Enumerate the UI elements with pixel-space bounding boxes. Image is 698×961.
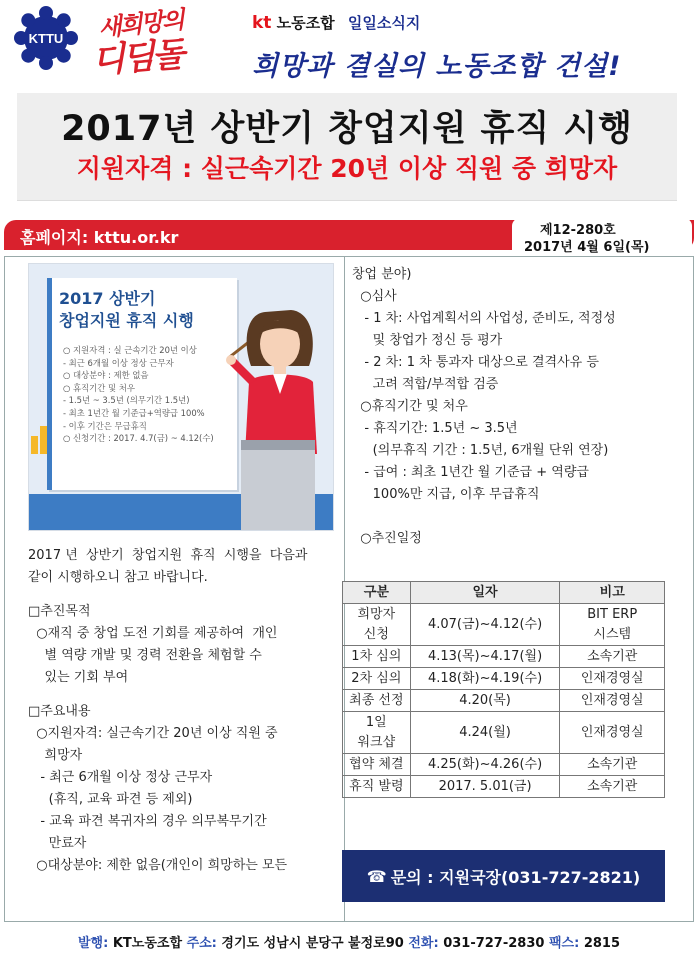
poster-line: ○ 휴직기간 및 처우: [63, 382, 135, 393]
right-line: (의무휴직 기간 : 1.5년, 6개월 단위 연장): [352, 443, 609, 458]
fax-label: 팩스:: [548, 936, 580, 951]
logo-text: KTTU: [28, 31, 64, 46]
right-line: - 1 차: 사업계획서의 사업성, 준비도, 적정성: [352, 311, 616, 326]
title-box: [17, 93, 677, 201]
schedule-body: [343, 604, 665, 798]
page-subtitle: 지원자격 : 실근속기간 20년 이상 직원 중 희망자: [76, 154, 618, 183]
purpose-heading: □추진목적: [28, 604, 91, 619]
address: 경기도 성남시 분당구 불정로90: [221, 936, 404, 951]
phone-icon: ☎: [366, 866, 387, 886]
right-line: - 2 차: 1 차 통과자 대상으로 결격사유 등: [352, 355, 599, 370]
right-line: [352, 506, 682, 528]
slogan: [90, 4, 242, 82]
table-row: [343, 690, 665, 712]
right-line: 창업 분야): [352, 267, 412, 282]
table-cell: 1일 워크샵: [343, 712, 411, 754]
schedule-table: [342, 581, 665, 798]
content-line: ○지원자격: 실근속기간 20년 이상 직원 중: [28, 726, 278, 741]
right-line: ○심사: [352, 289, 397, 304]
poster-title-2: 창업지원 휴직 시행: [59, 311, 194, 330]
announcement-poster: [28, 263, 334, 531]
brand: [252, 12, 420, 33]
poster-line: - 최초 1년간 월 기준급+역량급 100%: [63, 407, 205, 418]
content-line: 만료자: [28, 836, 87, 851]
contact-box: [342, 850, 665, 902]
poster-line: - 최근 6개월 이상 정상 근무자: [63, 357, 174, 368]
page-title: 2017년 상반기 창업지원 휴직 시행: [61, 109, 633, 149]
issue-number: 제12-280호: [540, 223, 616, 238]
column-header: 비고: [560, 582, 665, 604]
table-header-row: [343, 582, 665, 604]
table-cell: 인재경영실: [560, 712, 665, 754]
brand-kt: kt: [252, 13, 272, 33]
address-label: 주소:: [186, 936, 217, 951]
motto: 희망과 결실의 노동조합 건설!: [252, 51, 622, 82]
table-row: [343, 604, 665, 646]
table-row: [343, 776, 665, 798]
issue-date: 2017년 4월 6일(목): [524, 240, 650, 255]
right-line: - 휴직기간: 1.5년 ~ 3.5년: [352, 421, 518, 436]
purpose-line: ○재직 중 창업 도전 기회를 제공하여 개인: [28, 626, 278, 641]
homepage-link[interactable]: 홈페이지: kttu.or.kr: [20, 228, 179, 247]
table-cell: 협약 체결: [343, 754, 411, 776]
right-line: ○휴직기간 및 처우: [352, 399, 468, 414]
content-heading: □주요내용: [28, 704, 91, 719]
table-row: [343, 712, 665, 754]
schedule-heading: ○추진일정: [352, 531, 422, 546]
table-cell: 4.20(목): [410, 690, 560, 712]
right-line: 및 창업가 정신 등 평가: [352, 333, 503, 348]
table-cell: 1차 심의: [343, 646, 411, 668]
table-cell: 소속기관: [560, 754, 665, 776]
contact-text: 문의 : 지원국장(031-727-2821): [390, 867, 641, 887]
table-cell: 4.07(금)~4.12(수): [410, 604, 560, 646]
newsletter-header: [0, 0, 698, 90]
table-cell: 4.13(목)~4.17(월): [410, 646, 560, 668]
table-cell: 인재경영실: [560, 668, 665, 690]
table-cell: 2017. 5.01(금): [410, 776, 560, 798]
table-row: [343, 668, 665, 690]
left-column: [28, 545, 338, 877]
column-header: 구분: [343, 582, 411, 604]
right-line: - 급여 : 최초 1년간 월 기준급 + 역량급: [352, 465, 589, 480]
brand-union: 노동조합: [276, 14, 335, 32]
intro-line: 2017 년 상반기 창업지원 휴직 시행을 다음과: [28, 548, 308, 563]
table-cell: 소속기관: [560, 776, 665, 798]
slogan-line1: 새희망의: [97, 5, 185, 43]
table-cell: 휴직 발령: [343, 776, 411, 798]
content-line: - 최근 6개월 이상 정상 근무자: [28, 770, 213, 785]
poster-line: ○ 대상분야 : 제한 없음: [63, 370, 149, 381]
lectern: [241, 440, 315, 530]
content-line: (휴직, 교육 파견 등 제외): [28, 792, 193, 807]
kttu-logo: [14, 6, 78, 70]
poster-line: ○ 신청기간 : 2017. 4.7(금) ~ 4.12(수): [63, 433, 214, 444]
right-column: [352, 264, 682, 550]
phone-label: 전화:: [408, 936, 439, 951]
content-line: - 교육 파견 복귀자의 경우 의무복무기간: [28, 814, 267, 829]
fax: 2815: [583, 936, 621, 951]
publisher-label: 발행:: [77, 936, 109, 951]
purpose-line: 있는 기회 부여: [28, 670, 129, 685]
table-row: [343, 646, 665, 668]
content-line: 희망자: [28, 748, 83, 763]
table-cell: 4.18(화)~4.19(수): [410, 668, 560, 690]
table-cell: 소속기관: [560, 646, 665, 668]
slogan-line2: 디딤돌: [90, 34, 184, 82]
table-cell: 4.24(월): [410, 712, 560, 754]
table-cell: 2차 심의: [343, 668, 411, 690]
publisher: KT노동조합: [112, 936, 183, 951]
table-cell: 인재경영실: [560, 690, 665, 712]
footer: [0, 932, 698, 951]
column-header: 일자: [410, 582, 560, 604]
right-line: 100%만 지급, 이후 무급휴직: [352, 487, 540, 502]
content-line: ○대상분야: 제한 없음(개인이 희망하는 모든: [28, 858, 288, 873]
poster-title-1: 2017 상반기: [59, 289, 156, 308]
purpose-line: 별 역량 개발 및 경력 전환을 체험할 수: [28, 648, 262, 663]
table-cell: 4.25(화)~4.26(수): [410, 754, 560, 776]
right-line: 고려 적합/부적합 검증: [352, 377, 499, 392]
poster-line: - 이후 기간은 무급휴직: [63, 420, 147, 431]
phone: 031-727-2830: [443, 936, 545, 951]
table-cell: BIT ERP 시스템: [560, 604, 665, 646]
poster-line: - 1.5년 ~ 3.5년 (의무기간 1.5년): [63, 395, 190, 406]
table-row: [343, 754, 665, 776]
table-cell: 최종 선정: [343, 690, 411, 712]
poster-details: [63, 344, 214, 445]
brand-sub: 일일소식지: [347, 14, 421, 32]
poster-line: ○ 지원자격 : 실 근속기간 20년 이상: [63, 345, 197, 355]
intro-line: 같이 시행하오니 참고 바랍니다.: [28, 570, 208, 585]
table-cell: 희망자 신청: [343, 604, 411, 646]
